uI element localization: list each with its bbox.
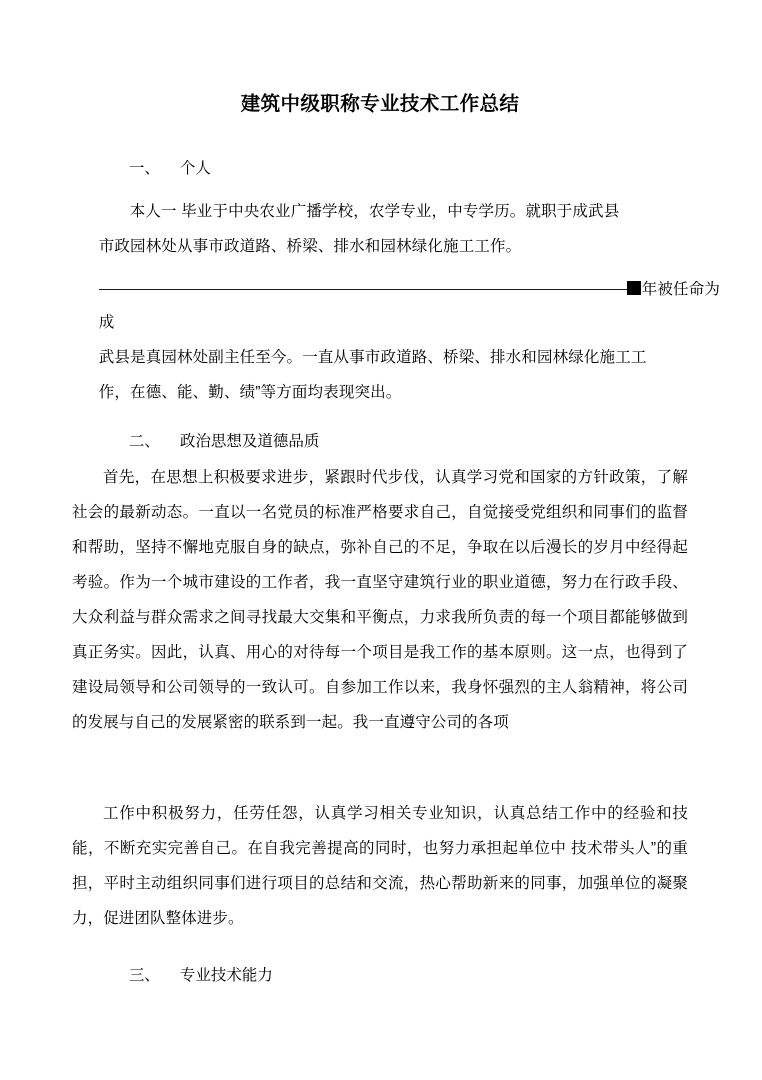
paragraph-2-line-2-text: 作，在德、能、勤、绩”等方面均表现突出。 — [98, 383, 402, 401]
section-2-paragraph-2: 工作中积极努力，任劳任怨，认真学习相关专业知识，认真总结工作中的经验和技能，不断充实完善自己。在自我完善提高的同时，也努力承担起单位中 技术带头人”的重担，平时主动组织同事们进行项目的总结和交流，热心帮助新来的同事，加强单位的凝聚力，促进团队整体进步。 — [72, 805, 688, 927]
redaction-block-icon — [627, 281, 641, 295]
paragraph-2-line-2 — [72, 369, 688, 416]
section-heading-2 — [72, 418, 688, 465]
section-title-2: 政治思想及道德品质 — [179, 432, 320, 450]
section-heading-1 — [72, 145, 688, 192]
section-number-2: 二、 — [128, 432, 160, 450]
paragraph-2-line-1-text: 武县是真园林处副主任至今。一直从事市政道路、桥梁、排水和园林绿化施工工 — [98, 348, 647, 366]
section-heading-3 — [72, 952, 688, 999]
section-title-1: 个人 — [179, 159, 211, 177]
section-title-3: 专业技术能力 — [179, 966, 273, 984]
section-2-paragraph-1: 首先，在思想上积极要求进步，紧跟时代步伐，认真学习党和国家的方针政策，了解社会的最新动态。一直以一名党员的标准严格要求自己，自觉接受党组织和同事们的监督和帮助，坚持不懈地克服自身的缺点，弥补自己的不足，争取在以后漫长的岁月中经得起考验。作为一个城市建设的工作者，我一直坚守建筑行业的职业道德，努力在行政手段、大众利益与群众需求之间寻找最大交集和平衡点，力求我所负责的每一个项目都能够做到真正务实。因此，认真、用心的对待每一个项目是我工作的基本原则。这一点，也得到了建设局领导和公司领导的一致认可。自参加工作以来，我身怀强烈的主人翁精神，将公司的发展与自己的发展紧密的联系到一起。我一直遵守公司的各项 — [72, 469, 688, 731]
section-number-3: 三、 — [128, 966, 160, 984]
blank-fill-rule-icon — [99, 289, 627, 290]
redacted-suffix-text: 年被任命为 — [641, 280, 721, 298]
section-number-1: 一、 — [128, 159, 160, 177]
page-title: 建筑中级职称专业技术工作总结 — [240, 93, 520, 115]
paragraph-1-line-1-text: 本人一 毕业于中央农业广播学校，农学专业，中专学历。就职于成武县 — [129, 202, 620, 220]
paragraph-1-line-2 — [72, 223, 688, 270]
paragraph-1-line-2-text: 市政园林处从事市政道路、桥梁、排水和园林绿化施工工作。 — [98, 237, 522, 255]
redacted-tail-text: 成 — [98, 313, 115, 331]
